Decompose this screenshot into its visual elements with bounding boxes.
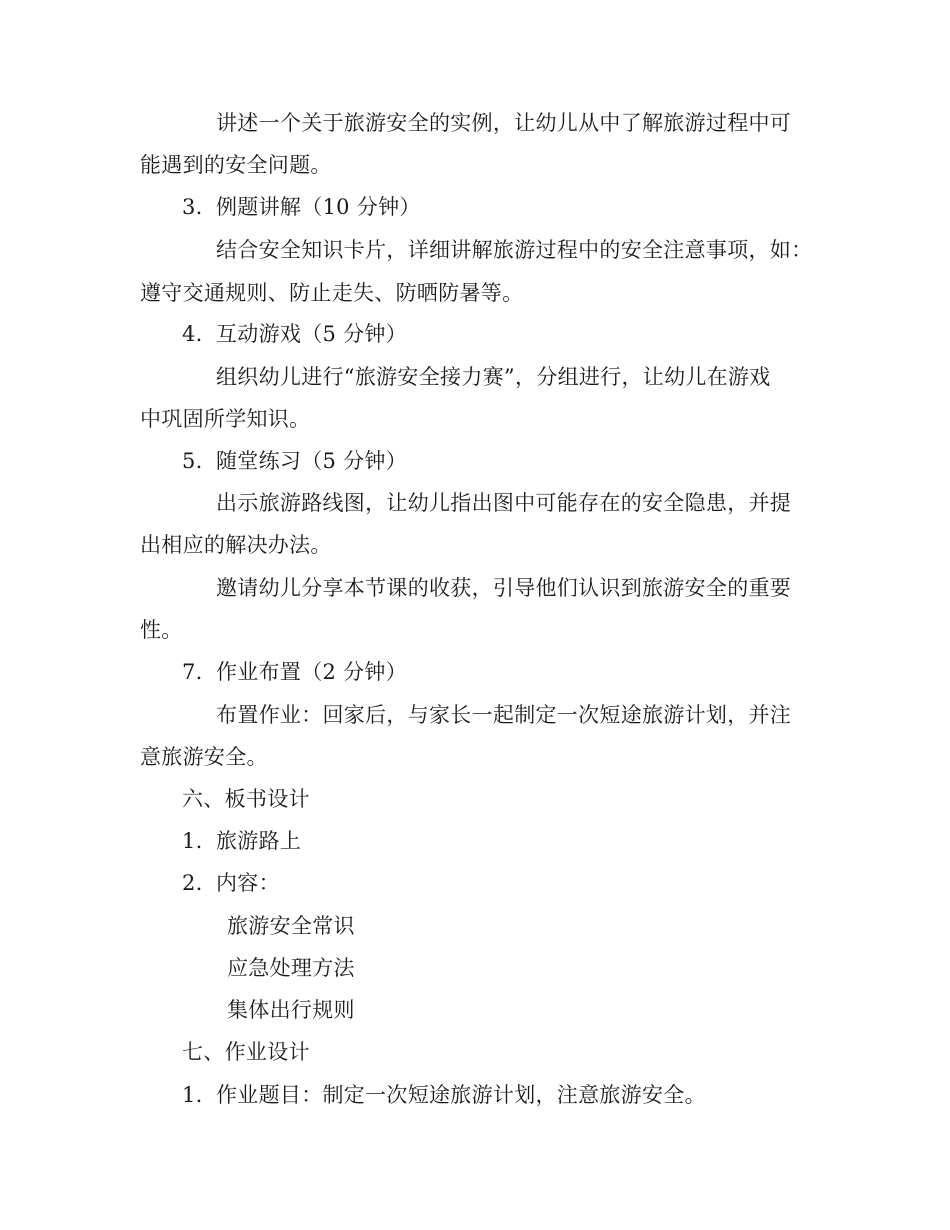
item-number: 7. [182, 660, 203, 684]
item-text: 内容： [216, 871, 280, 895]
item-text: 互动游戏（5 分钟） [216, 322, 408, 346]
item-text: 旅游路上 [216, 829, 302, 853]
paragraph-line [140, 701, 906, 729]
line-text: 出相应的解决办法。 [140, 533, 332, 557]
item-text: 作业题目：制定一次短途旅游计划，注意旅游安全。 [216, 1083, 706, 1107]
line-text: 中巩固所学知识。 [140, 407, 311, 431]
item-number: 1. [182, 829, 203, 853]
sub-item [140, 996, 917, 1024]
list-item [140, 320, 872, 348]
line-text: 布置作业：回家后，与家长一起制定一次短途旅游计划，并注 [216, 703, 792, 727]
line-text: 讲述一个关于旅游安全的实例，让幼儿从中了解旅游过程中可 [216, 111, 792, 135]
list-item [140, 658, 872, 686]
paragraph-line [140, 405, 830, 433]
line-text: 结合安全知识卡片，详细讲解旅游过程中的安全注意事项，如： [216, 238, 813, 262]
item-number: 3. [182, 195, 203, 219]
item-number: 2. [182, 871, 203, 895]
line-text: 能遇到的安全问题。 [140, 153, 332, 177]
item-number: 1. [182, 1083, 203, 1107]
paragraph-line [140, 363, 906, 391]
paragraph-line [140, 616, 830, 644]
line-text: 性。 [140, 618, 183, 642]
section-heading [140, 1038, 872, 1066]
paragraph-line [140, 743, 830, 771]
item-text: 例题讲解（10 分钟） [216, 195, 421, 219]
sub-item-text: 集体出行规则 [227, 998, 355, 1022]
heading-text: 六、板书设计 [182, 787, 310, 811]
line-text: 出示旅游路线图，让幼儿指出图中可能存在的安全隐患，并提 [216, 491, 792, 515]
line-text: 邀请幼儿分享本节课的收获，引导他们认识到旅游安全的重要 [216, 576, 792, 600]
sub-item [140, 912, 917, 940]
paragraph-line [140, 109, 906, 137]
line-text: 遵守交通规则、防止走失、防晒防暑等。 [140, 281, 524, 305]
sub-item [140, 954, 917, 982]
line-text: 意旅游安全。 [140, 745, 268, 769]
item-number: 4. [182, 322, 203, 346]
paragraph-line [140, 489, 906, 517]
item-number: 5. [182, 449, 203, 473]
list-item [140, 827, 872, 855]
item-text: 作业布置（2 分钟） [216, 660, 408, 684]
heading-text: 七、作业设计 [182, 1040, 310, 1064]
paragraph-line [140, 531, 830, 559]
paragraph-line [140, 279, 830, 307]
sub-item-text: 旅游安全常识 [227, 914, 355, 938]
sub-item-text: 应急处理方法 [227, 956, 355, 980]
list-item [140, 869, 872, 897]
list-item [140, 447, 872, 475]
list-item [140, 193, 872, 221]
list-item [140, 1081, 872, 1109]
paragraph-line [140, 151, 830, 179]
paragraph-line [140, 236, 906, 264]
line-text: 组织幼儿进行“旅游安全接力赛”，分组进行，让幼儿在游戏 [216, 365, 771, 389]
section-heading [140, 785, 872, 813]
paragraph-line [140, 574, 906, 602]
item-text: 随堂练习（5 分钟） [216, 449, 408, 473]
